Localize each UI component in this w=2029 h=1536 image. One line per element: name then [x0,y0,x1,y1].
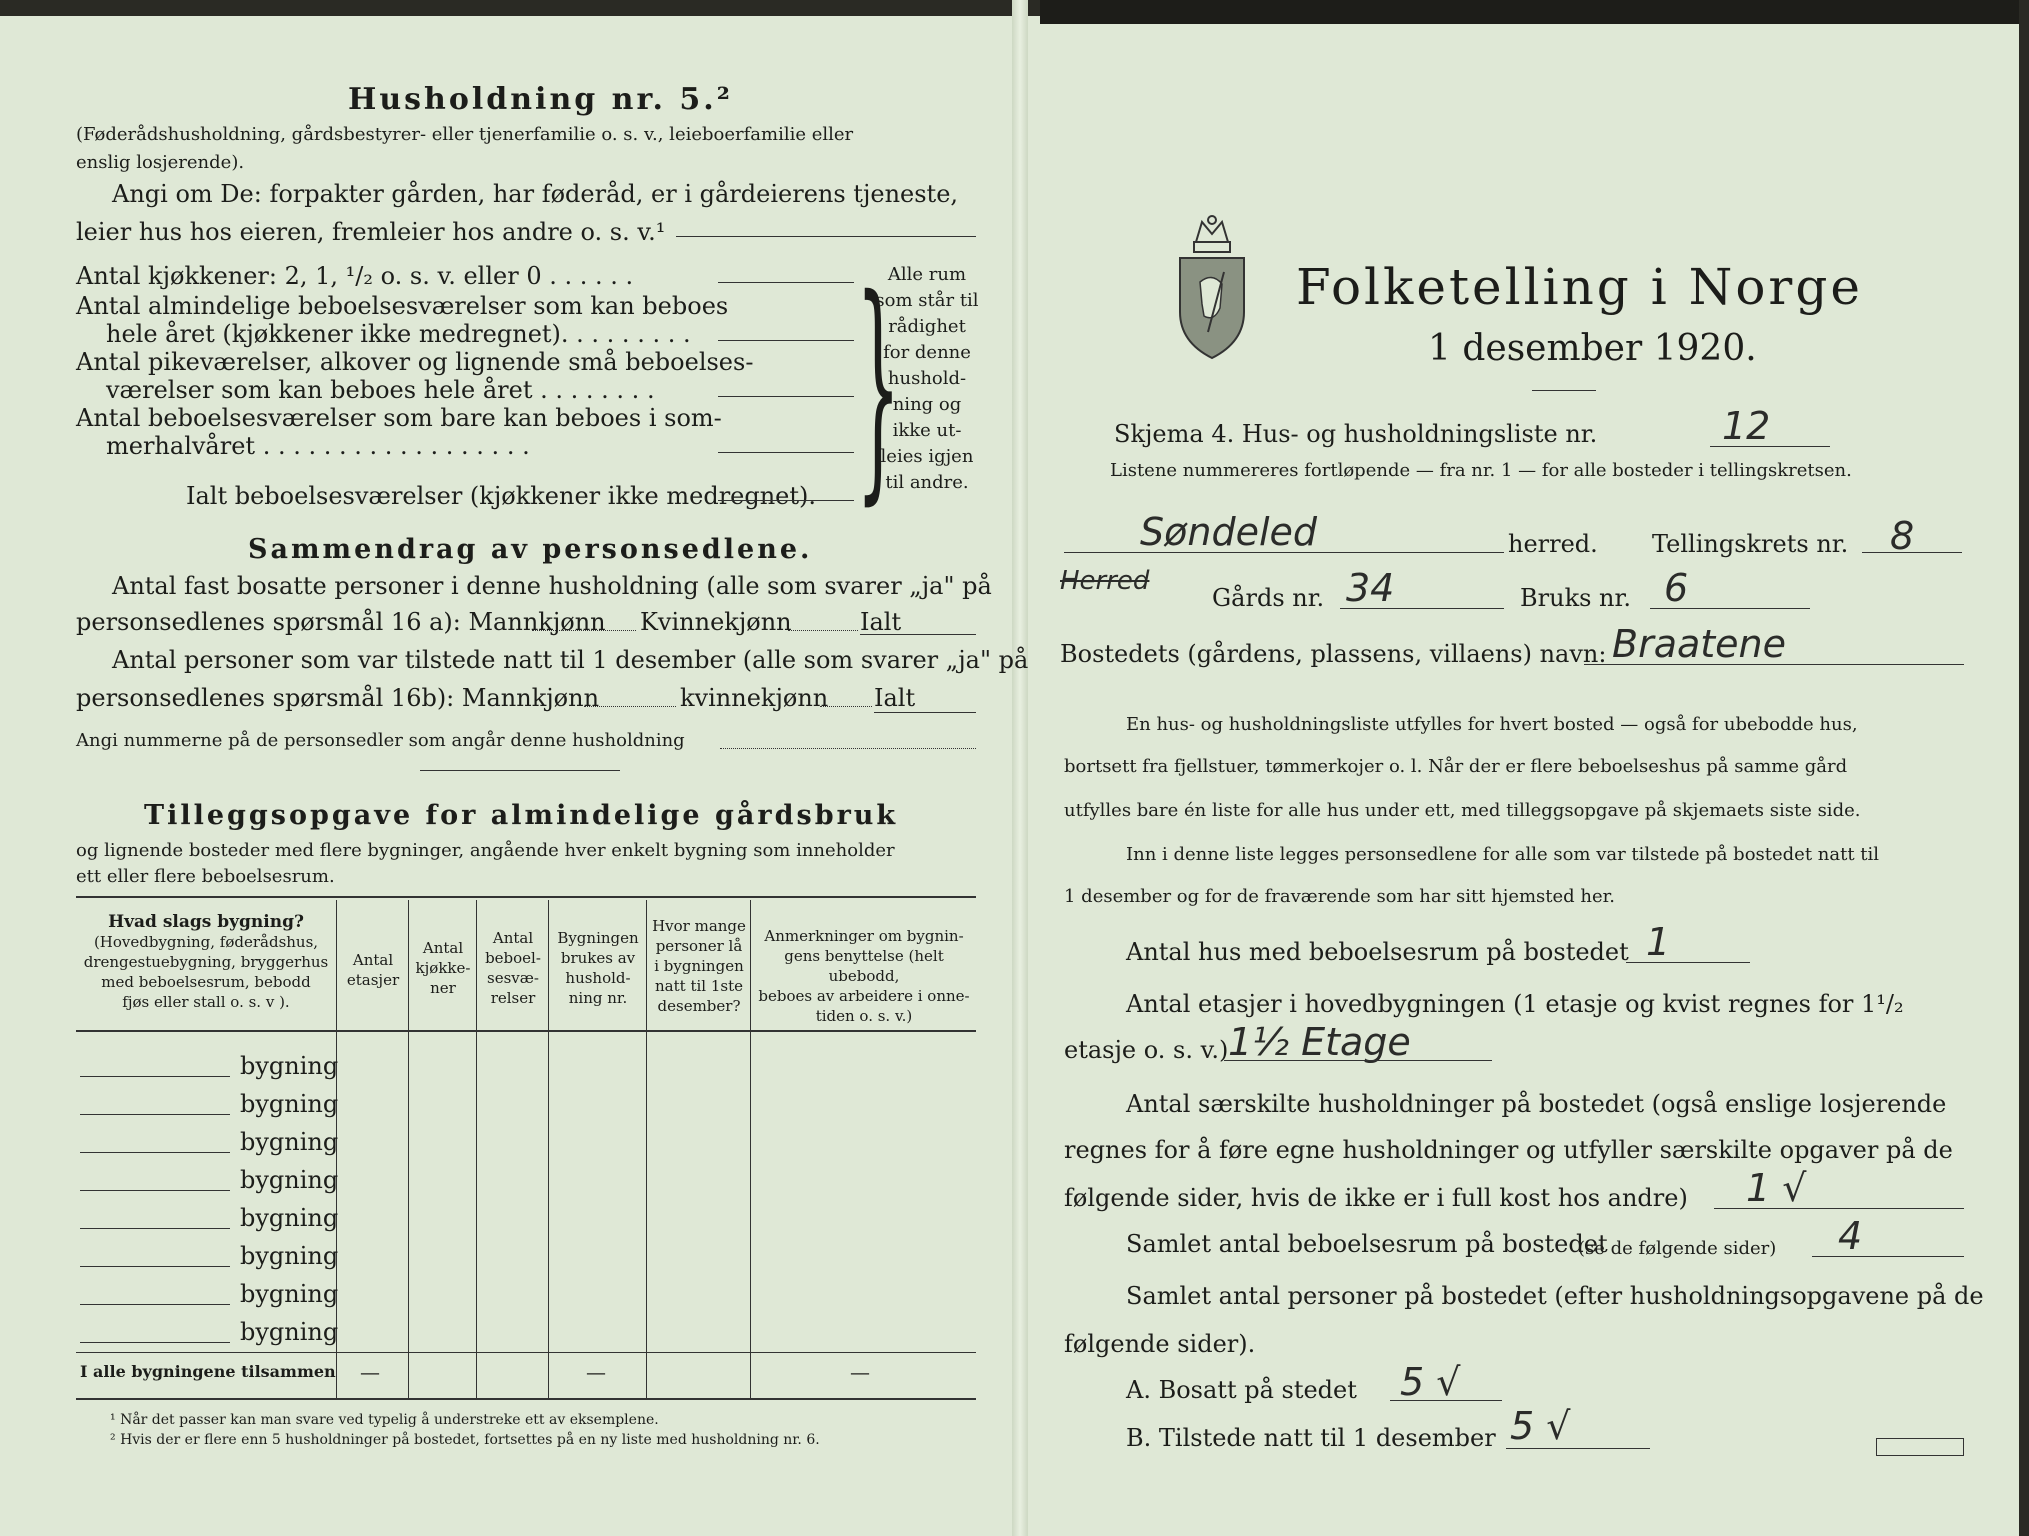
col-header-line: personer lå [655,937,743,955]
col-header-line: Antal [492,929,534,947]
footnote-1: ¹ Når det passer kan man svare ved typelig å understreke ett av eksemplene. [110,1412,659,1428]
total-row-label: I alle bygningene tilsammen [80,1362,336,1381]
households-text-2: regnes for å føre egne husholdninger og utfyller særskilte opgaver på de [1064,1136,1953,1164]
floors-text-1: Antal etasjer i hovedbygningen (1 etasje og kvist regnes for 1¹/₂ [1126,990,1904,1018]
side-note-line: ikke ut- [892,420,962,441]
farm-number-hand: 34 [1346,566,1395,610]
rooms-ordinary-2: hele året (kjøkkener ikke medregnet). . . . . . . . . [106,320,691,348]
col-header-type [80,912,332,1012]
resident-label: A. Bosatt på stedet [1126,1376,1357,1404]
p1-female-field [788,630,858,631]
side-note-line: for denne [883,342,971,363]
present-line [1506,1448,1650,1449]
summary-p1-1: Antal fast bosatte personer i denne husholdning (alle som svarer „ja" på [112,572,992,600]
coat-of-arms-logo [1176,212,1248,362]
summary-p3: Angi nummerne på de personsedler som angår denne husholdning [76,730,685,751]
rooms-maid-2: værelser som kan beboes hele året . . . . . . . . [106,376,655,404]
col-header-line: drengestuebygning, bryggerhus [83,953,329,971]
rooms-hand: 4 [1838,1214,1863,1258]
rooms-summer-2: merhalvåret . . . . . . . . . . . . . . . . . . [106,432,530,460]
floors-hand: 1½ Etage [1228,1020,1411,1064]
municipality-label: herred. [1508,530,1598,558]
table-col-divider [548,900,549,1400]
col-header-kitchens [410,938,476,998]
table-row-label: bygning [240,1128,339,1156]
form-title: Folketelling i Norge [1296,258,1863,316]
col-header-line: brukes av [560,949,636,967]
rooms-kitchens: Antal kjøkkener: 2, 1, ¹/₂ o. s. v. eller 0 . . . . . . [76,262,634,290]
col-header-line: Hvor mange [652,917,746,935]
municipality-hand: Søndeled [1140,510,1318,554]
p2-female-field [820,706,872,707]
col-header-line: etasjer [346,971,400,989]
summary-p2-2: personsedlenes spørsmål 16b): Mannkjønn [76,684,600,712]
holding-number-hand: 6 [1664,566,1689,610]
municipality-line [1064,552,1504,553]
supplement-sub-2: ett eller flere beboelsesrum. [76,866,335,887]
col-header-floors [338,950,408,990]
side-note-line: til andre. [885,472,969,493]
rooms-side-note [872,262,982,496]
col-header-persons [648,916,750,1016]
table-row-label: bygning [240,1090,339,1118]
census-district-label: Tellingskrets nr. [1652,530,1849,558]
table-col-divider [750,900,751,1400]
residence-name-label: Bostedets (gårdens, plassens, villaens) navn: [1060,640,1607,668]
census-district-hand: 8 [1890,514,1915,558]
table-row-label: bygning [240,1166,339,1194]
table-col-divider [476,900,477,1400]
household-subheading-2: enslig losjerende). [76,152,245,173]
side-note-line: leies igjen [880,446,974,467]
row-line [80,1342,230,1343]
kitchens-answer-line [718,282,854,283]
col-header-line: tiden o. s. v.) [815,1007,913,1025]
holding-number-line [1650,608,1810,609]
table-col-divider [646,900,647,1400]
col-header-line: natt til 1ste [655,977,743,995]
table-col-divider [408,900,409,1400]
summer-answer-line [718,452,854,453]
households-hand: 1 √ [1746,1166,1807,1210]
total-dash: — [586,1360,606,1384]
persons-text-1: Samlet antal personer på bostedet (efter husholdningsopgavene på de [1126,1282,1984,1310]
col-header-line: sesvæ- [487,969,539,987]
table-row-label: bygning [240,1280,339,1308]
side-note-line: Alle rum [887,264,967,285]
houses-line [1626,962,1750,963]
total-rooms-answer-line [718,500,854,501]
title-rule [1532,390,1596,391]
angi-text-1: Angi om De: forpakter gården, har føderåd, er i gårdeierens tjeneste, [112,180,959,208]
floors-line [1224,1060,1492,1061]
struck-word-hand: Herred [1060,566,1150,596]
col-header-line: beboes av arbeidere i onne- [758,987,970,1005]
household-subheading-1: (Føderådshusholdning, gårdsbestyrer- eller tjenerfamilie o. s. v., leieboerfamilie eller [76,124,854,145]
houses-hand: 1 [1646,920,1671,964]
row-line [80,1266,230,1267]
residence-name-hand: Braatene [1612,622,1787,666]
farm-number-line [1340,608,1504,609]
col-header-line: ner [430,979,456,997]
row-line [80,1304,230,1305]
col-header-remarks [752,926,976,1026]
col-header-line: gens benyttelse (helt ubebodd, [784,947,944,985]
info-line-1: En hus- og husholdningsliste utfylles for hvert bosted — også for ubebodde hus, [1126,714,1858,735]
table-total-border [76,1352,976,1353]
p2-total-field [874,712,976,713]
col-header-line: desember? [657,997,741,1015]
table-row-label: bygning [240,1318,339,1346]
col-header-line: i bygningen [654,957,744,975]
resident-hand: 5 √ [1400,1360,1461,1404]
maid-answer-line [718,396,854,397]
rooms-label: Samlet antal beboelsesrum på bostedet [1126,1230,1608,1258]
p2-male-field [584,706,676,707]
rooms-ordinary-1: Antal almindelige beboelsesværelser som kan beboes [76,292,729,320]
table-header-border [76,1030,976,1032]
p3-field [720,748,976,749]
col-header-line: kjøkke- [415,959,471,977]
info-line-3: utfylles bare én liste for alle hus under ett, med tilleggsopgave på skjemaets siste side. [1064,800,1861,821]
rooms-summer-1: Antal beboelsesværelser som bare kan beboes i som- [76,404,722,432]
total-dash: — [850,1360,870,1384]
side-note-line: rådighet [888,316,966,337]
angi-answer-line [676,236,976,237]
census-district-line [1862,552,1962,553]
scan-right-edge [2019,0,2029,1536]
households-line [1714,1208,1964,1209]
footnote-2: ² Hvis der er flere enn 5 husholdninger på bostedet, fortsettes på en ny liste med husholdning nr. 6. [110,1432,820,1448]
col-header-line: relser [490,989,536,1007]
summary-p1-female: Kvinnekjønn [640,608,792,636]
floors-text-2: etasje o. s. v.) [1064,1036,1229,1064]
households-text-1: Antal særskilte husholdninger på bostedet (også enslige losjerende [1126,1090,1947,1118]
col-header-line: Antal [422,939,464,957]
listene-note: Listene nummereres fortløpende — fra nr. 1 — for alle bosteder i tellingskretsen. [1110,460,1852,481]
col-header-line: beboel- [485,949,541,967]
summary-heading: Sammendrag av personsedlene. [248,534,813,565]
col-header-line: hushold- [565,969,631,987]
col-header-line: fjøs eller stall o. s. v ). [122,993,290,1011]
list-number-hand: 12 [1722,404,1771,448]
col-header-rooms [478,928,548,1008]
supplement-heading: Tilleggsopgave for almindelige gårdsbruk [144,800,899,831]
census-date: 1 desember 1920. [1428,328,1757,369]
col-header-line: Anmerkninger om bygnin- [764,927,964,945]
schema-text: Skjema 4. Hus- og husholdningsliste nr. [1114,420,1598,448]
col-header-line: med beboelsesrum, bebodd [101,973,311,991]
side-note-line: som står til [875,290,979,311]
resident-line [1390,1400,1502,1401]
summary-p2-total: Ialt [874,684,916,712]
farm-number-label: Gårds nr. [1212,584,1325,612]
col-header-used-by [550,928,646,1008]
row-line [80,1228,230,1229]
row-line [80,1076,230,1077]
table-bottom-border [76,1398,976,1400]
holding-number-label: Bruks nr. [1520,584,1631,612]
info-line-4: Inn i denne liste legges personsedlene for alle som var tilstede på bostedet natt til [1126,844,1880,865]
p1-male-field [532,630,636,631]
col-header-line: (Hovedbygning, føderådshus, [93,933,319,951]
table-row-label: bygning [240,1242,339,1270]
table-row-label: bygning [240,1204,339,1232]
persons-text-2: følgende sider). [1064,1330,1256,1358]
printer-stamp [1876,1438,1964,1456]
rooms-small: (se de følgende sider) [1578,1238,1777,1259]
separator-line [420,770,620,771]
houses-label: Antal hus med beboelsesrum på bostedet [1126,938,1629,966]
row-line [80,1114,230,1115]
col-header-line: Antal [352,951,394,969]
summary-p2-1: Antal personer som var tilstede natt til 1 desember (alle som svarer „ja" på [112,646,1029,674]
col-header-line: Hvad slags bygning? [108,912,304,932]
table-top-border [76,896,976,898]
page-fold [1012,0,1028,1536]
total-dash: — [360,1360,380,1384]
rooms-total: Ialt beboelsesværelser (kjøkkener ikke medregnet). [186,482,817,510]
residence-name-line [1584,664,1964,665]
households-text-3: følgende sider, hvis de ikke er i full kost hos andre) [1064,1184,1688,1212]
summary-p1-total: Ialt [860,608,902,636]
summary-p2-female: kvinnekjønn [680,684,829,712]
rooms-line [1812,1256,1964,1257]
col-header-line: ning nr. [568,989,628,1007]
present-hand: 5 √ [1510,1404,1571,1448]
present-label: B. Tilstede natt til 1 desember [1126,1424,1496,1452]
household-heading: Husholdning nr. 5.² [348,82,733,117]
row-line [80,1152,230,1153]
summary-p1-2: personsedlenes spørsmål 16 a): Mannkjønn [76,608,606,636]
angi-text-2: leier hus hos eieren, fremleier hos andre o. s. v.¹ [76,218,666,246]
ordinary-answer-line [718,340,854,341]
col-header-line: Bygningen [557,929,639,947]
table-row-label: bygning [240,1052,339,1080]
rooms-maid-1: Antal pikeværelser, alkover og lignende små beboelses- [76,348,754,376]
row-line [80,1190,230,1191]
supplement-sub-1: og lignende bosteder med flere bygninger, angående hver enkelt bygning som inneholder [76,840,895,861]
side-note-line: ning og [892,394,962,415]
rooms-brace: } [856,247,901,527]
info-line-5: 1 desember og for de fraværende som har sitt hjemsted her. [1064,886,1615,907]
scan-top-edge-right [1040,0,2029,24]
list-number-line [1710,446,1830,447]
side-note-line: hushold- [887,368,967,389]
p1-total-field [860,634,976,635]
info-line-2: bortsett fra fjellstuer, tømmerkojer o. l. Når der er flere beboelseshus på samme gård [1064,756,1848,777]
